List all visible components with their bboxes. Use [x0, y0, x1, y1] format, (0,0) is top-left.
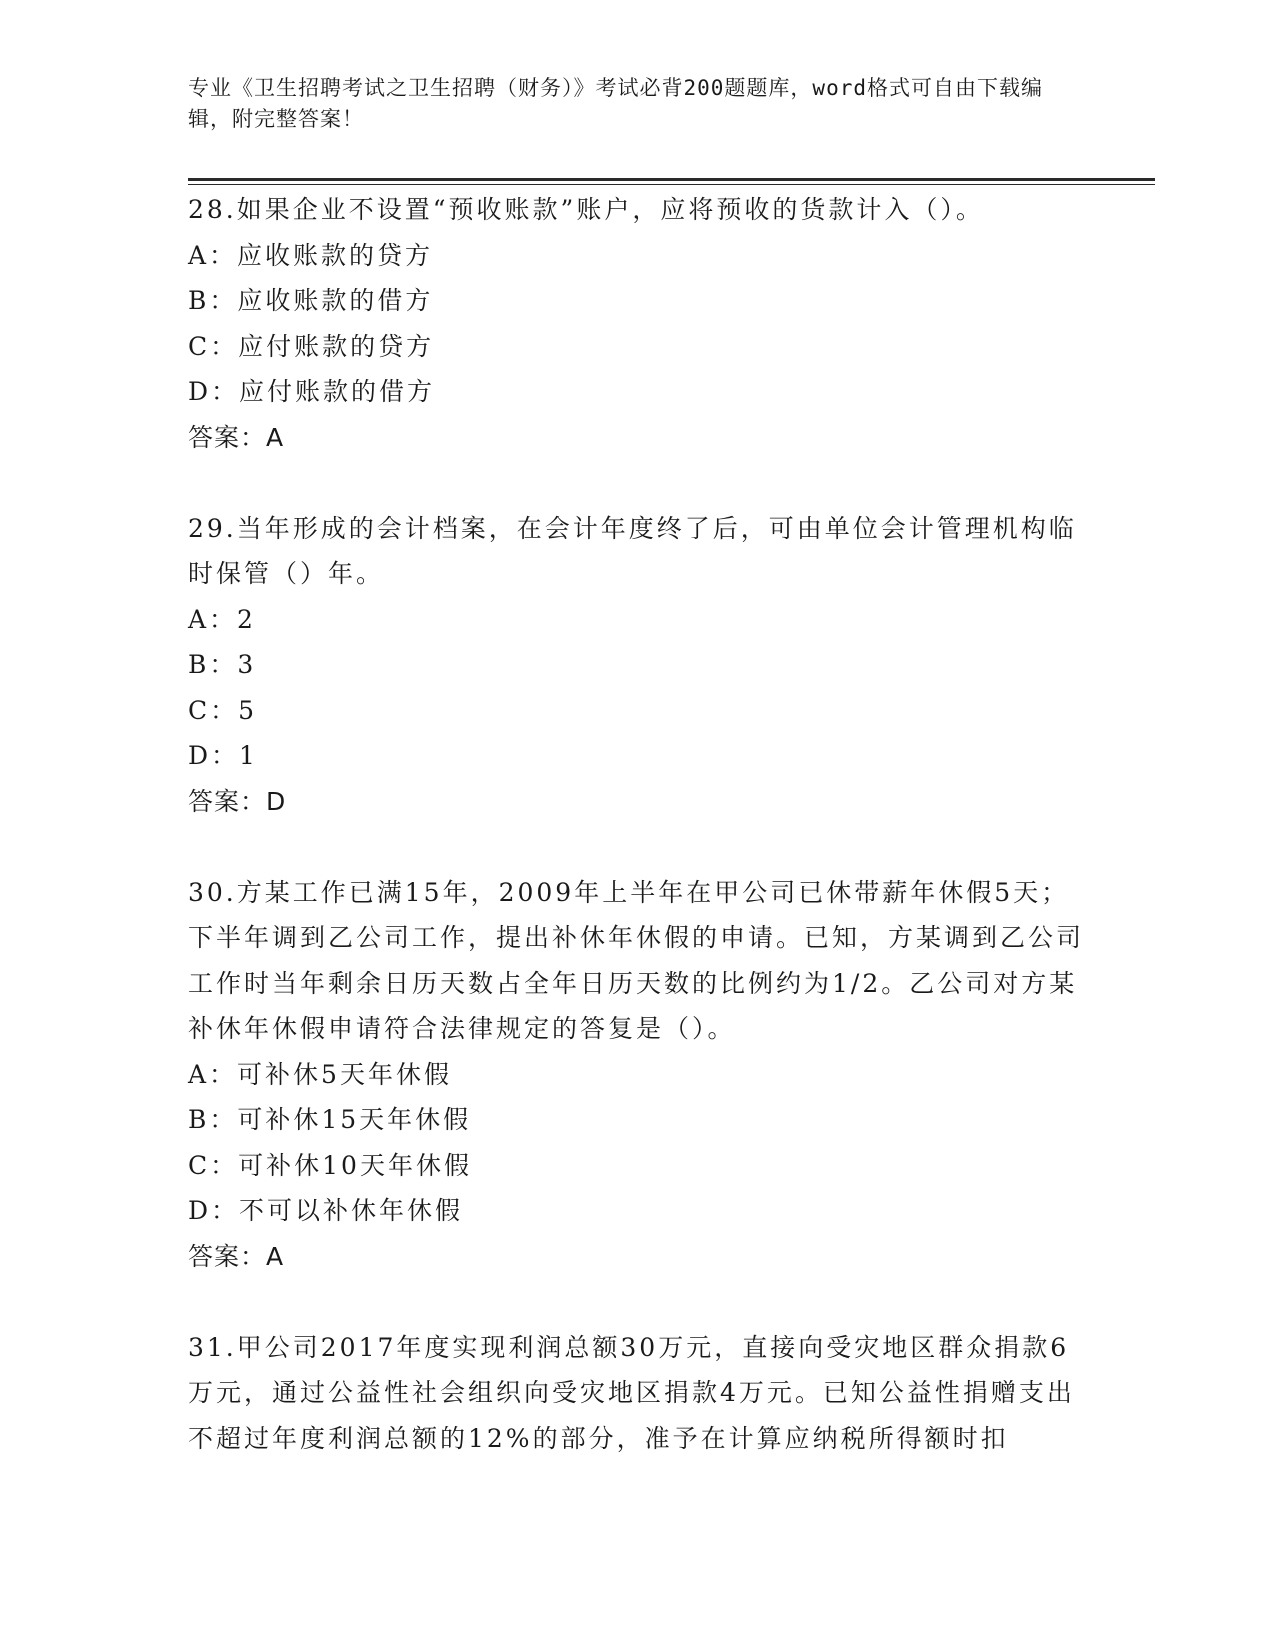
option-d: D：应付账款的借方 — [188, 377, 436, 406]
question-28 — [188, 187, 1088, 460]
option-c: C：5 — [188, 695, 258, 725]
question-spacer — [188, 1279, 1088, 1325]
question-spacer — [188, 460, 1088, 506]
option-a: A：应收账款的贷方 — [188, 240, 434, 270]
option-b: B：3 — [188, 650, 257, 679]
option-d: D：1 — [188, 741, 258, 770]
option-d: D：不可以补休年休假 — [188, 1196, 464, 1225]
header-divider-thick — [188, 178, 1155, 181]
question-stem: 28.如果企业不设置“预收账款”账户，应将预收的货款计入（）。 — [188, 195, 984, 224]
question-list — [188, 187, 1088, 1461]
answer-line: 答案：A — [188, 422, 285, 452]
question-stem: 31.甲公司2017年度实现利润总额30万元，直接向受灾地区群众捐款6万元，通过公益性社会组织向受灾地区捐款4万元。已知公益性捐赠支出不超过年度利润总额的12%的部分，准予在计算应纳税所得额时扣 — [188, 1332, 1075, 1453]
option-b: B：应收账款的借方 — [188, 286, 434, 315]
option-a: A：2 — [188, 604, 256, 634]
option-b: B：可补休15天年休假 — [188, 1105, 472, 1134]
question-29 — [188, 506, 1088, 825]
answer-line: 答案：A — [188, 1241, 285, 1271]
option-c: C：可补休10天年休假 — [188, 1150, 472, 1180]
question-stem: 29.当年形成的会计档案，在会计年度终了后，可由单位会计管理机构临时保管（）年。 — [188, 513, 1077, 588]
question-spacer — [188, 824, 1088, 870]
header-divider-thin — [188, 184, 1155, 185]
document-header: 专业《卫生招聘考试之卫生招聘（财务）》考试必背200题题库，word格式可自由下载编辑，附完整答案！ — [188, 76, 1043, 131]
option-a: A：可补休5天年休假 — [188, 1059, 452, 1089]
option-c: C：应付账款的贷方 — [188, 331, 435, 361]
question-31 — [188, 1325, 1088, 1462]
answer-line: 答案：D — [188, 786, 287, 816]
question-stem: 30.方某工作已满15年，2009年上半年在甲公司已休带薪年休假5天；下半年调到乙公司工作，提出补休年休假的申请。已知，方某调到乙公司工作时当年剩余日历天数占全年日历天数的比例约为1/2。乙公司对方某补休年休假申请符合法律规定的答复是（）。 — [188, 877, 1085, 1043]
question-30 — [188, 870, 1088, 1280]
